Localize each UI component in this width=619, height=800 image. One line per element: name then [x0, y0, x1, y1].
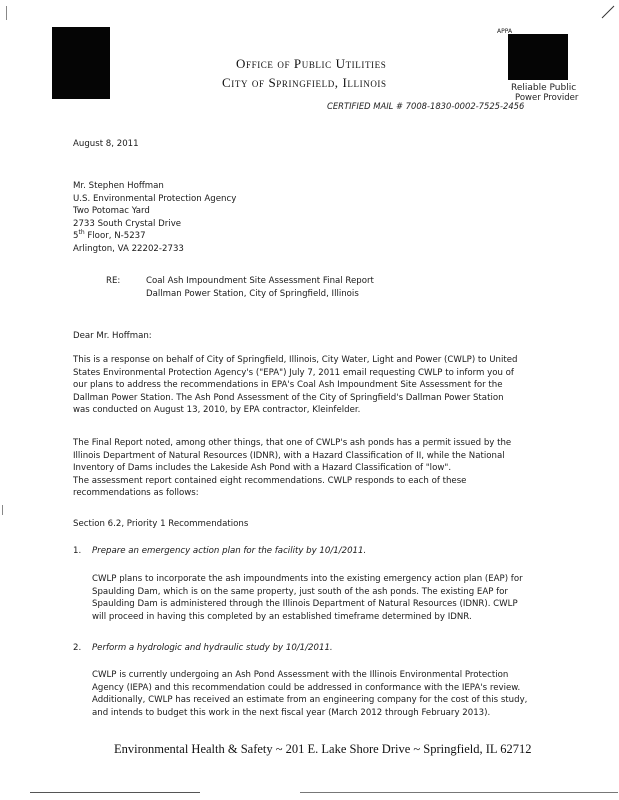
floor-number: 5 [73, 231, 79, 242]
badge-line2: Power Provider [515, 93, 579, 103]
paragraph-line: This is a response on behalf of City of Springfield, Illinois, City Water, Light and Power (CWLP) to United [73, 355, 518, 365]
recipient-org: U.S. Environmental Protection Agency [73, 193, 237, 204]
scan-edge-left-mid [2, 505, 3, 515]
paragraph-line: recommendations as follows: [73, 488, 199, 499]
item-body-line: and intends to budget this work in the next fiscal year (March 2012 through February 2013). [92, 707, 491, 718]
item-number: 2. [73, 643, 82, 653]
paragraph-line: States Environmental Protection Agency's ("EPA") July 7, 2011 email requesting CWLP to inform you of [73, 367, 514, 378]
redacted-logo-right [508, 34, 568, 80]
recipient-city: Arlington, VA 22202-2733 [73, 243, 184, 254]
paragraph-line: was conducted on August 13, 2010, by EPA contractor, Kleinfelder. [73, 405, 361, 416]
appa-mark: APPA [497, 28, 513, 35]
scan-edge-left [6, 6, 7, 20]
badge-line1: Reliable Public [511, 83, 577, 93]
recipient-floor [73, 230, 236, 243]
letter-date: August 8, 2011 [73, 139, 139, 149]
recipient-name: Mr. Stephen Hoffman [73, 181, 164, 191]
city-title: City of Springfield, Illinois [222, 75, 387, 90]
paragraph-line: Illinois Department of Natural Resources (IDNR), with a Hazard Classification of II, while the National [73, 450, 505, 461]
paragraph-line: our plans to address the recommendations in EPA's Coal Ash Impoundment Site Assessment for the [73, 380, 503, 391]
floor-suffix: th [78, 229, 85, 237]
salutation: Dear Mr. Hoffman: [73, 331, 152, 341]
item-title: Prepare an emergency action plan for the facility by 10/1/2011. [92, 546, 367, 556]
re-line-2: Dallman Power Station, City of Springfield, Illinois [146, 288, 359, 299]
office-title: Office of Public Utilities [236, 56, 387, 71]
item-body-line: Additionally, CWLP has received an estimate from an engineering company for the cost of this study, [92, 695, 528, 706]
item-number: 1. [73, 546, 82, 556]
scan-edge-bottom [30, 792, 200, 793]
scan-edge-bottom-right [300, 792, 618, 793]
paragraph-2 [73, 437, 511, 500]
item-body-2 [92, 669, 527, 719]
scan-mark [600, 4, 616, 20]
redacted-logo-left [52, 27, 110, 99]
recipient-address-2: 2733 South Crystal Drive [73, 218, 182, 229]
paragraph-line: Dallman Power Station. The Ash Pond Assessment of the City of Springfield's Dallman Power Station [73, 392, 504, 403]
re-subject [146, 275, 374, 300]
floor-rest: Floor, N-5237 [84, 231, 146, 242]
footer-address: Environmental Health & Safety ~ 201 E. Lake Shore Drive ~ Springfield, IL 62712 [114, 742, 532, 756]
re-label: RE: [106, 276, 121, 286]
recipient-address-1: Two Potomac Yard [73, 206, 150, 217]
re-line-1: Coal Ash Impoundment Site Assessment Final Report [146, 276, 374, 286]
paragraph-line: The Final Report noted, among other things, that one of CWLP's ash ponds has a permit issued by the [73, 438, 512, 448]
recipient-block [73, 180, 236, 256]
item-body-line: CWLP plans to incorporate the ash impoundments into the existing emergency action plan (EAP) for [92, 574, 523, 584]
section-heading: Section 6.2, Priority 1 Recommendations [73, 519, 249, 529]
paragraph-line: Inventory of Dams includes the Lakeside Ash Pond with a Hazard Classification of "low". [73, 463, 452, 474]
item-body-line: Spaulding Dam is administered through the Illinois Department of Natural Resources (IDNR). CWLP [92, 599, 518, 610]
paragraph-1 [73, 354, 518, 417]
certified-mail: CERTIFIED MAIL # 7008-1830-0002-7525-2456 [327, 101, 525, 111]
item-body-line: Agency (IEPA) and this recommendation could be addressed in conformance with the IEPA's review. [92, 682, 521, 693]
item-title: Perform a hydrologic and hydraulic study by 10/1/2011. [92, 643, 333, 653]
item-body-line: Spaulding Dam, which is on the same property, just south of the ash ponds. The existing EAP for [92, 586, 508, 597]
item-body-line: will proceed in having this completed by an established timeframe determined by IDNR. [92, 611, 472, 622]
item-body-1 [92, 573, 523, 623]
item-body-line: CWLP is currently undergoing an Ash Pond Assessment with the Illinois Environmental Protection [92, 670, 509, 680]
paragraph-line: The assessment report contained eight recommendations. CWLP responds to each of these [73, 475, 467, 486]
